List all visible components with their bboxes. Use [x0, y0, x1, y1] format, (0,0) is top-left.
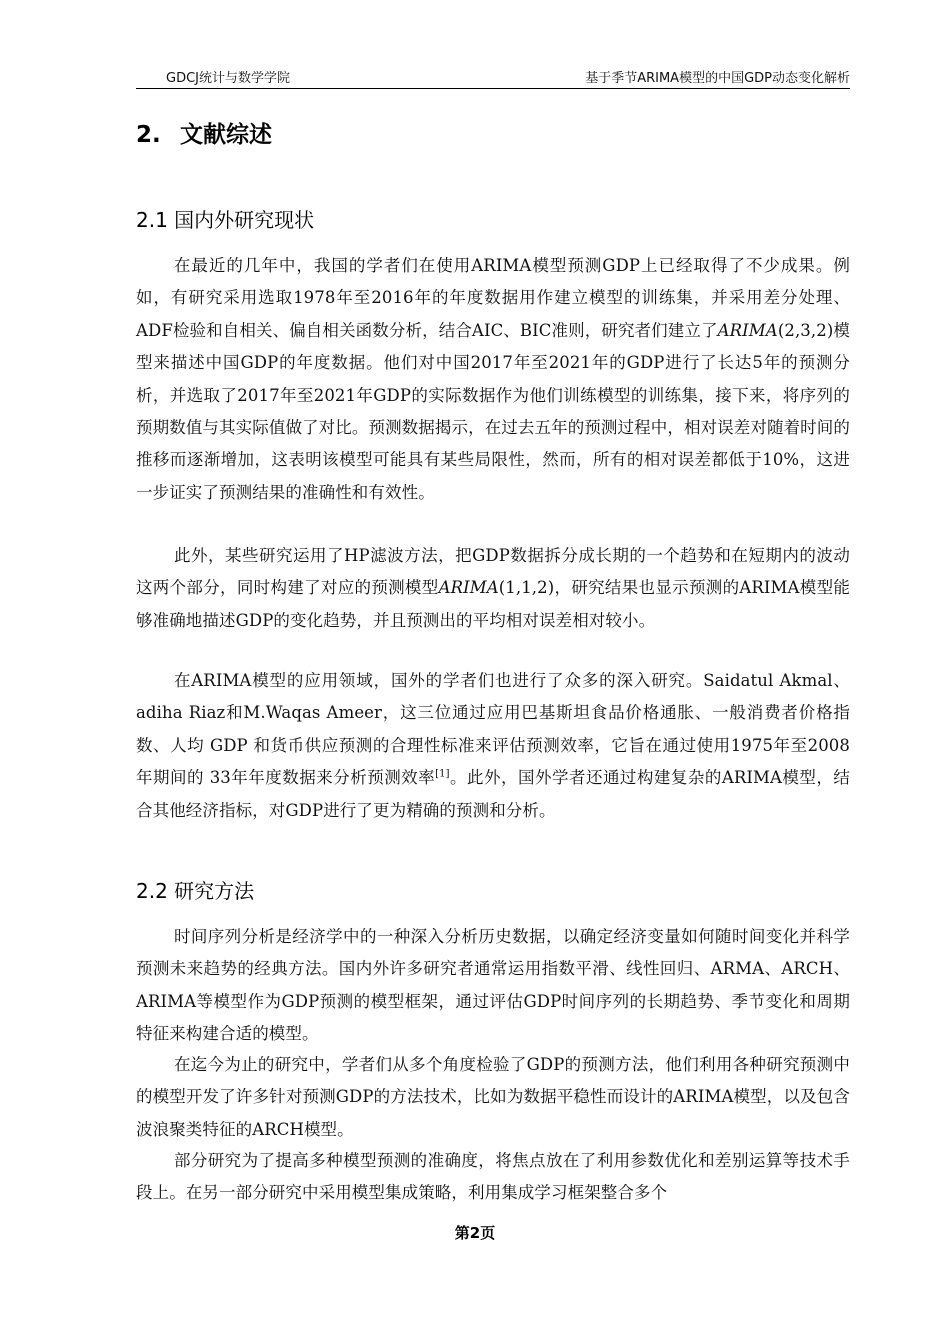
- paragraph-model-ensemble: 部分研究为了提高多种模型预测的准确度，将焦点放在了利用参数优化和差别运算等技术手段上。在另一部分研究中采用模型集成策略，利用集成学习框架整合多个: [136, 1151, 850, 1203]
- section-title: 文献综述: [180, 122, 272, 148]
- header-paper-title: 基于季节ARIMA模型的中国GDP动态变化解析: [585, 71, 850, 86]
- section-number: 2.: [136, 122, 161, 148]
- paragraph-foreign-research: [136, 665, 850, 827]
- paragraph-time-series: 时间序列分析是经济学中的一种深入分析历史数据，以确定经济变量如何随时间变化并科学预测未来趋势的经典方法。国内外许多研究者通常运用指数平滑、线性回归、ARMA、ARCH、ARIMA等模型作为GDP预测的模型框架，通过评估GDP时间序列的长期趋势、季节变化和周期特征来构建合适的模型。: [136, 927, 850, 1044]
- subsection-heading-research-status: 2.1 国内外研究现状: [136, 208, 315, 232]
- paragraph-hp-filter: [136, 540, 850, 637]
- paragraph-text: 在ARIMA模型的应用领域，国外的学者们也进行了众多的深入研究。Saidatul Akmal、adiha Riaz和M.Waqas Ameer，这三位通过应用巴基斯坦食品价格通胀、一般消费者价格指数、人均 GDP 和货币供应预测的合理性标准来评估预测效率，它旨在通过使用1975年至2008年期间的 33年年度数据来分析预测效率: [136, 671, 850, 788]
- paragraph-text: 模型来描述中国GDP的年度数据。他们对中国2017年至2021年的GDP进行了长达5年的预测分析，并选取了2017年至2021年GDP的实际数据作为他们训练模型的训练集，接下来，将序列的预期数值与其实际值做了对比。预测数据揭示，在过去五年的预测过程中，相对误差对随着时间的推移而逐渐增加，这表明该模型可能具有某些局限性，然而，所有的相对误差都低于10%，这进一步证实了预测结果的准确性和有效性。: [136, 320, 850, 502]
- page-number: 第2页: [454, 1224, 496, 1242]
- arima-order: (2,3,2): [777, 320, 834, 340]
- paragraph-text: 在最近的几年中，我国的学者们在使用ARIMA模型预测GDP上已经取得了不少成果。例如，有研究采用选取1978年至2016年的年度数据用作建立模型的训练集，并采用差分处理、ADF检验和自相关、偏自相关函数分析，结合AIC、BIC准则，研究者们建立了: [136, 256, 850, 340]
- arima-symbol: ARIMA: [438, 578, 499, 598]
- arima-symbol: ARIMA: [717, 320, 778, 340]
- running-header: [136, 64, 850, 89]
- paragraph-text: 此外，某些研究运用了HP滤波方法，把GDP数据拆分成长期的一个趋势和在短期内的波动这两个部分，同时构建了对应的预测模型: [136, 546, 850, 598]
- paragraph-domestic-research: [136, 250, 850, 509]
- section-heading: [136, 116, 272, 149]
- arima-order: (1,1,2): [498, 578, 555, 598]
- paragraph-text: 。此外，国外学者还通过构建复杂的ARIMA模型，结合其他经济指标，对GDP进行了更为精确的预测和分析。: [136, 768, 851, 820]
- header-institution: GDCJ统计与数学学院: [166, 71, 290, 86]
- subsection-heading-methods: 2.2 研究方法: [136, 879, 255, 903]
- paragraph-forecast-methods: 在迄今为止的研究中，学者们从多个角度检验了GDP的预测方法，他们利用各种研究预测中的模型开发了许多针对预测GDP的方法技术，比如为数据平稳性而设计的ARIMA模型，以及包含波浪聚类特征的ARCH模型。: [136, 1055, 850, 1139]
- paragraph-text: ，研究结果也显示预测的ARIMA模型能够准确地描述GDP的变化趋势，并且预测出的平均相对误差相对较小。: [136, 578, 850, 630]
- citation-1: [1]: [435, 768, 450, 780]
